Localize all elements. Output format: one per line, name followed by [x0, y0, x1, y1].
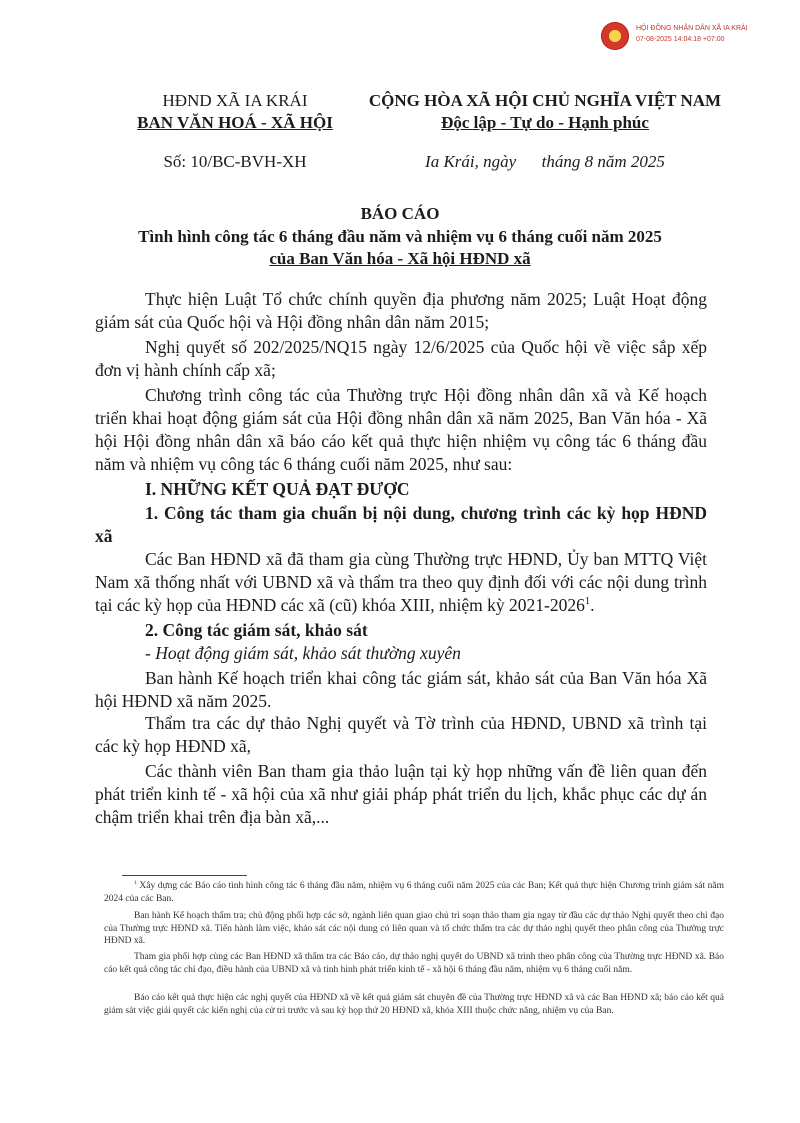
- paragraph-legal-basis-1: Thực hiện Luật Tổ chức chính quyền địa phương năm 2025; Luật Hoạt động giám sát của Quốc hội và Hội đồng nhân dân năm 2015;: [95, 289, 707, 332]
- footnote-ref-1: 1: [584, 596, 591, 608]
- report-title: BÁO CÁO: [360, 204, 440, 223]
- subsection-heading-1-2: 2. Công tác giám sát, khảo sát: [145, 620, 368, 640]
- paragraph-legal-basis-2: Nghị quyết số 202/2025/NQ15 ngày 12/6/2025 của Quốc hội về việc sắp xếp đơn vị hành chính cấp xã;: [95, 337, 707, 380]
- footnote-1-text: Xây dựng các Báo cáo tình hình công tác 6 tháng đầu năm, nhiệm vụ 6 tháng cuối năm 2025 của các Ban; Kết quả thực hiện Chương trình giám sát năm 2024 của các Ban.: [104, 881, 725, 904]
- place-date: Ia Krái, ngày tháng 8 năm 2025: [425, 152, 665, 171]
- report-subtitle-2: [80, 248, 720, 270]
- section-heading-1: I. NHỮNG KẾT QUẢ ĐẠT ĐƯỢC: [145, 479, 410, 499]
- paragraph-legal-basis-3: Chương trình công tác của Thường trực Hội đồng nhân dân xã và Kế hoạch triển khai hoạt động giám sát của Hội đồng nhân dân xã năm 2025, Ban Văn hóa - Xã hội Hội đồng nhân dân xã báo cáo kết quả thực hiện nhiệm vụ công tác 6 tháng đầu năm và nhiệm vụ công tác 6 tháng cuối năm 2025, như sau:: [95, 385, 707, 474]
- doc-number: Số: 10/BC-BVH-XH: [163, 152, 307, 171]
- signature-timestamp: 07-08-2025 14:04:18 +07:00: [636, 36, 725, 43]
- footnote-1-mark: 1: [134, 879, 137, 886]
- national-motto-label: Độc lập - Tự do - Hạnh phúc: [441, 113, 649, 132]
- issuing-committee-label: BAN VĂN HOÁ - XÃ HỘI: [137, 113, 333, 132]
- footnote-divider: [122, 875, 247, 876]
- paragraph-review: Thẩm tra các dự thảo Nghị quyết và Tờ trình của HĐND, UBND xã trình tại các kỳ họp HĐND xã,: [95, 713, 707, 756]
- issuing-body: HĐND XÃ IA KRÁI: [162, 91, 308, 110]
- footnote-2: Ban hành Kế hoạch thẩm tra; chủ động phối hợp các sở, ngành liên quan giao chủ trì soạn thảo tham gia ngay từ đầu các dự thảo Nghị quyết theo chỉ đạo của Thường trực HĐND xã. Tiến hành làm việc, khảo sát các nội dung có liên quan và tổ chức thẩm tra các dự thảo nghị quyết theo phân công của Thường trực HĐND xã.: [104, 911, 724, 946]
- signature-org: HỘI ĐỒNG NHÂN DÂN XÃ IA KRÁI: [636, 25, 748, 32]
- paragraph-preparation-text: Các Ban HĐND xã đã tham gia cùng Thường trực HĐND, Ủy ban MTTQ Việt Nam xã thống nhất với UBND xã và thẩm tra theo quy định đối với các nội dung trình tại các kỳ họp của HĐND các xã (cũ) khóa XIII, nhiệm kỳ 2021-2026: [95, 549, 707, 615]
- subsection-heading-1-1: 1. Công tác tham gia chuẩn bị nội dung, chương trình các kỳ họp HĐND xã: [95, 503, 707, 546]
- footnote-3: Tham gia phối hợp cùng các Ban HĐND xã thẩm tra các Báo cáo, dự thảo nghị quyết do UBND xã trình theo phân công của Thường trực HĐND xã. Báo cáo kết quả công tác chỉ đạo, điều hành của UBND xã và tình hình phát triển kinh tế - xã hội 6 tháng đầu năm, nhiệm vụ 6 tháng cuối năm.: [104, 952, 724, 975]
- report-subtitle-1: Tình hình công tác 6 tháng đầu năm và nhiệm vụ 6 tháng cuối năm 2025: [138, 227, 662, 246]
- paragraph-discussion: Các thành viên Ban tham gia thảo luận tại kỳ họp những vấn đề liên quan đến phát triển kinh tế - xã hội của xã như giải pháp phát triển du lịch, khắc phục các dự án chậm triển khai trên địa bàn xã,...: [95, 761, 707, 827]
- report-subtitle-2-label: của Ban Văn hóa - Xã hội HĐND xã: [269, 249, 531, 268]
- footnote-4: Báo cáo kết quả thực hiện các nghị quyết của HĐND xã về kết quả giám sát chuyên đề của Thường trực HĐND xã và các Ban HĐND xã; báo cáo kết quả giám sát việc giải quyết các kiến nghị của cử tri trước và sau kỳ họp thứ 20 HĐND xã, khóa XIII thuộc chức năng, nhiệm vụ của Ban.: [104, 993, 724, 1016]
- national-title: CỘNG HÒA XÃ HỘI CHỦ NGHĨA VIỆT NAM: [368, 91, 722, 110]
- footnote-1: [104, 880, 724, 905]
- sub-heading-regular-supervision: - Hoạt động giám sát, khảo sát thường xuyên: [145, 643, 461, 663]
- paragraph-plan: Ban hành Kế hoạch triển khai công tác giám sát, khảo sát của Ban Văn hóa Xã hội HĐND xã năm 2025.: [95, 668, 707, 711]
- paragraph-preparation: Các Ban HĐND xã đã tham gia cùng Thường trực HĐND, Ủy ban MTTQ Việt Nam xã thống nhất với UBND xã và thẩm tra theo quy định đối với các nội dung trình tại các kỳ họp của HĐND các xã (cũ) khóa XIII, nhiệm kỳ 2021-2026$^1$.: [95, 549, 707, 615]
- issuing-committee: [110, 112, 360, 134]
- national-motto: [355, 112, 735, 134]
- national-emblem-seal: [601, 22, 629, 50]
